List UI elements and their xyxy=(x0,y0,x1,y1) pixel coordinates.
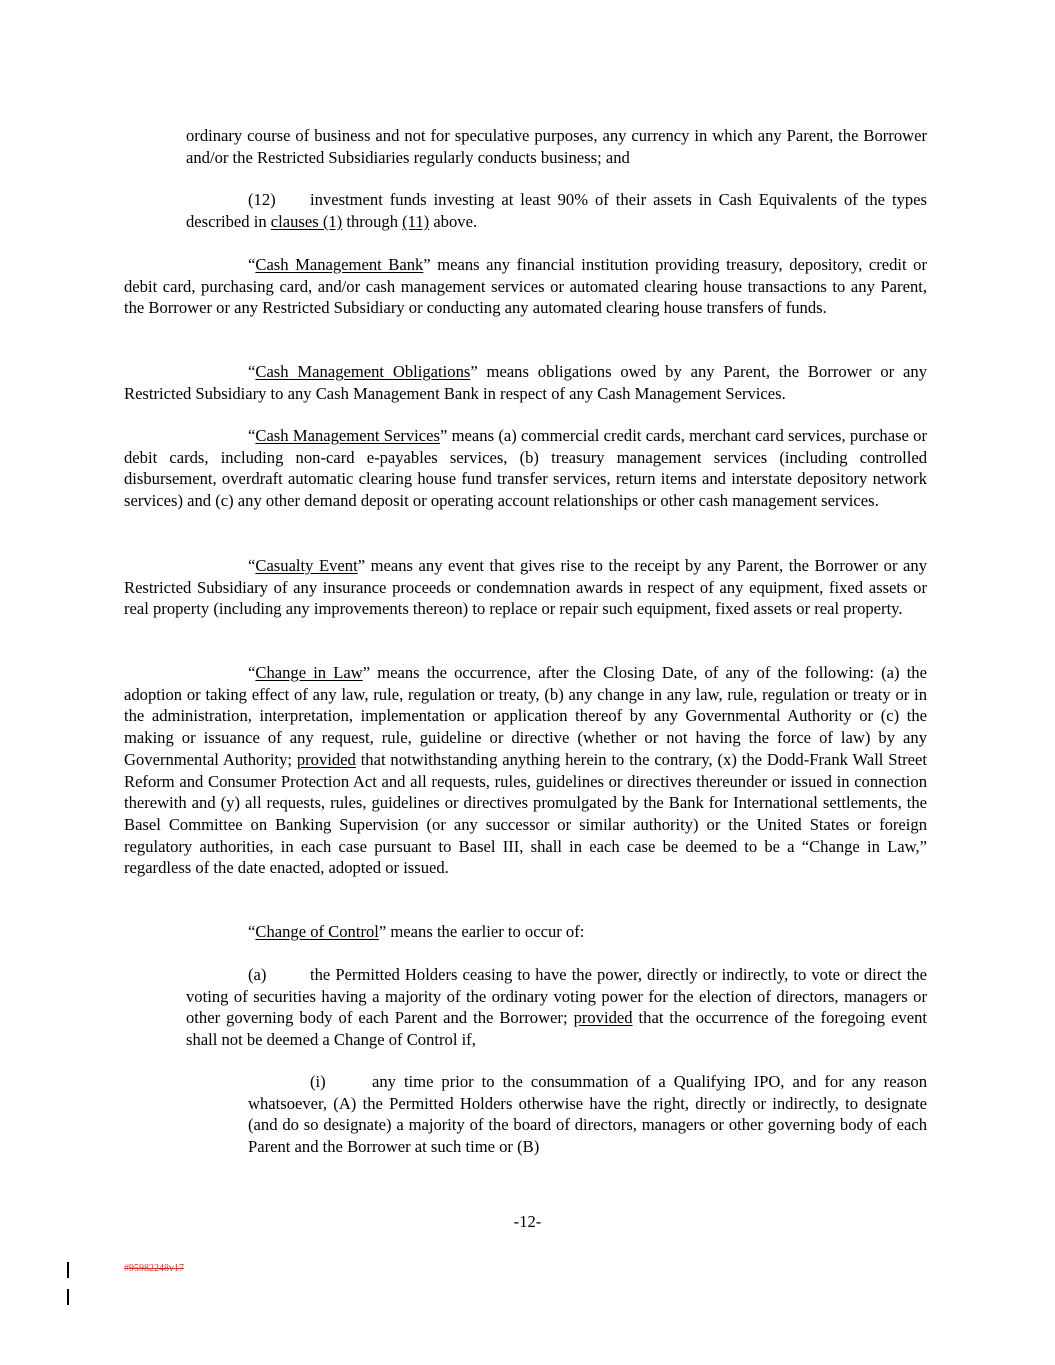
paragraph-intro-continuation: ordinary course of business and not for speculative purposes, any currency in which any Parent, the Borrower and/or the Restricted Subsidiaries regularly conducts business; and xyxy=(186,126,927,167)
page-number: -12- xyxy=(513,1212,542,1231)
defined-term: Casualty Event xyxy=(255,556,358,575)
defined-term: Cash Management Services xyxy=(255,426,440,445)
document-id: #95982248v17 xyxy=(124,1263,184,1274)
clause-number: (i) xyxy=(310,1072,326,1091)
definition-change-of-control: “Change of Control” means the earlier to occur of: xyxy=(248,922,585,941)
defined-term: Change of Control xyxy=(255,922,379,941)
defined-term: Cash Management Bank xyxy=(255,255,424,274)
definition-cash-management-obligations: “Cash Management Obligations” means obligations owed by any Parent, the Borrower or any Restricted Subsidiary to any Cash Management Bank in respect of any Cash Management Services. xyxy=(124,362,927,403)
definition-change-in-law: “Change in Law” means the occurrence, after the Closing Date, of any of the following: (a) the adoption or taking effect of any law, rule, regulation or treaty, (b) any change in any law, rule, regulation or treaty or in the administration, interpretation, implementation or application thereof by any Governmental Authority or (c) the making or issuance of any request, rule, guideline or directive (whether or not having the force of law) by any Governmental Authority; provided that notwithstanding anything herein to the contrary, (x) the Dodd-Frank Wall Street Reform and Consumer Protection Act and all requests, rules, guidelines or directives thereunder or issued in connection therewith and (y) all requests, rules, guidelines or directives promulgated by the Bank for International settlements, the Basel Committee on Banking Supervision (or any successor or similar authority) or the United States or foreign regulatory authorities, in each case pursuant to Basel III, shall in each case be deemed to be a “Change in Law,” regardless of the date enacted, adopted or issued. xyxy=(124,663,927,878)
definition-cash-management-services: “Cash Management Services” means (a) commercial credit cards, merchant card services, purchase or debit cards, including non-card e-payables services, (b) treasury management services (including controlled disbursement, overdraft automatic clearing house fund transfer services, return items and interstate depository network services) and (c) any other demand deposit or operating account relationships or other cash management services. xyxy=(124,426,927,511)
change-bar xyxy=(67,1289,69,1305)
provided-term: provided xyxy=(296,749,356,769)
clause-reference: clauses (1) xyxy=(270,211,343,231)
change-bar xyxy=(67,1262,69,1278)
definition-casualty-event: “Casualty Event” means any event that gives rise to the receipt by any Parent, the Borrower or any Restricted Subsidiary of any insurance proceeds or condemnation awards in respect of any equipment, fixed assets or real property (including any improvements thereon) to replace or repair such equipment, fixed assets or real property. xyxy=(124,556,927,619)
clause-number: (a) xyxy=(248,965,267,984)
defined-term: Cash Management Obligations xyxy=(255,362,471,381)
defined-term: Change in Law xyxy=(255,663,363,682)
clause-number: (12) xyxy=(248,190,276,209)
definition-cash-management-bank: “Cash Management Bank” means any financial institution providing treasury, depository, credit or debit card, purchasing card, and/or cash management services or automated clearing house transactions to any Parent, the Borrower or any Restricted Subsidiary or conducting any automated clearing house transfers of funds. xyxy=(124,255,927,318)
paragraph-clause-i: (i) any time prior to the consummation of a Qualifying IPO, and for any reason whatsoever, (A) the Permitted Holders otherwise have the right, directly or indirectly, to designate (and do so designate) a majority of the board of directors, managers or other governing body of each Parent and the Borrower at such time or (B) xyxy=(248,1072,927,1157)
clause-reference: (11) xyxy=(402,211,430,231)
paragraph-clause-12: (12) investment funds investing at least 90% of their assets in Cash Equivalents of the types described in clauses (1) through (11) above. xyxy=(186,190,927,231)
paragraph-clause-a: (a) the Permitted Holders ceasing to have the power, directly or indirectly, to vote or direct the voting of securities having a majority of the ordinary voting power for the election of directors, managers or other governing body of each Parent and the Borrower; provided that the occurrence of the foregoing event shall not be deemed a Change of Control if, xyxy=(186,965,927,1050)
provided-term: provided xyxy=(573,1008,633,1028)
